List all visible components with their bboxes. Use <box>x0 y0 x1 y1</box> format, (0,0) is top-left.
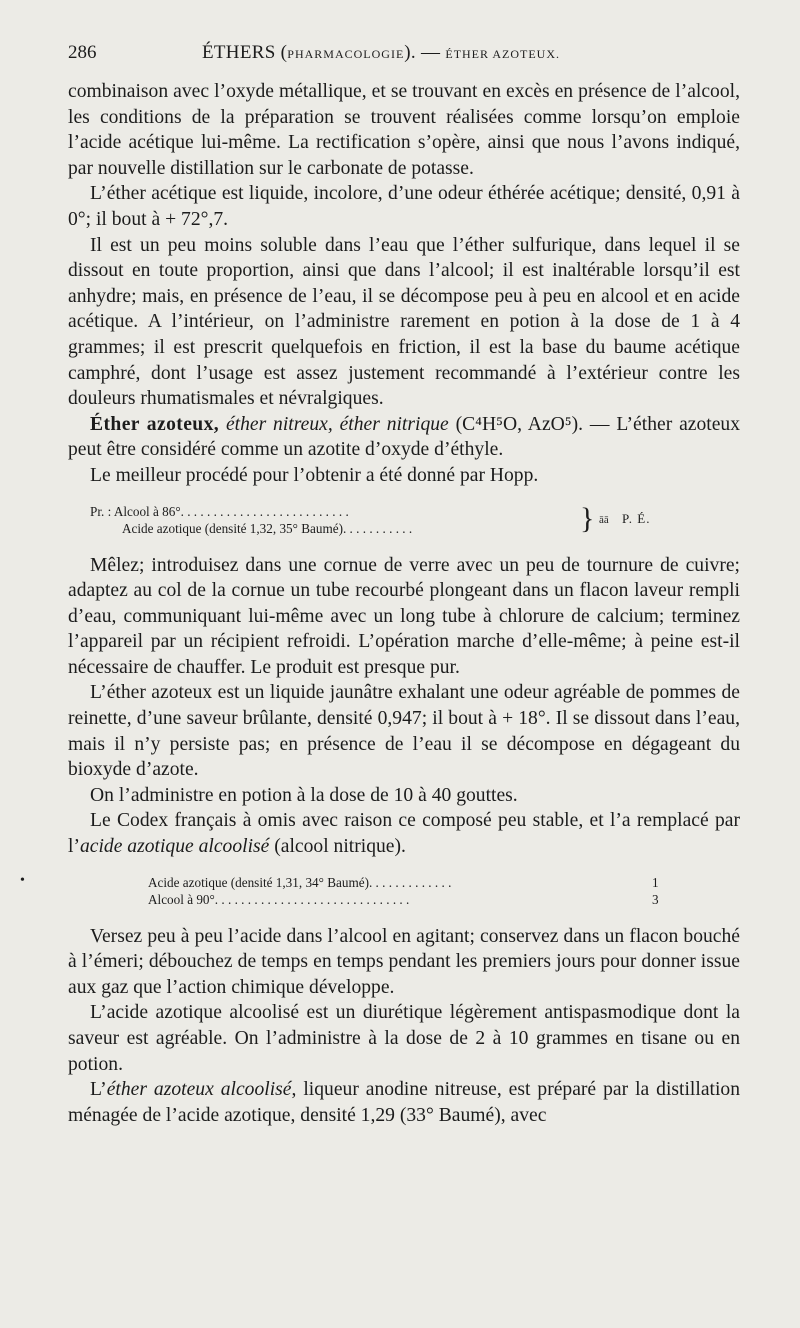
recipe-brace: } <box>580 501 595 535</box>
recipe-quantity: P. É. <box>622 510 651 526</box>
paragraph-5: Le meilleur procédé pour l’obtenir a été donné par Hopp. <box>90 464 539 486</box>
recipe-alcool-nitrique <box>148 874 740 910</box>
entry-heading: Éther azoteux, <box>90 413 220 435</box>
recipe-quantity: 3 <box>652 891 659 907</box>
paragraph-2: L’éther acétique est liquide, incolore, d’une odeur éthérée acétique; densité, 0,91 à 0°; il bout à + 72°,7. <box>68 183 740 230</box>
paragraph-11: L’acide azotique alcoolisé est un diurétique légèrement antispasmodique dont la saveur est agréable. On l’administre à la dose de 2 à 10 grammes en tisane ou en potion. <box>68 1002 740 1075</box>
recipe-line: Acide azotique (densité 1,31, 34° Baumé). . . . . . . . . . . . . <box>148 874 452 890</box>
paragraph-1: combinaison avec l’oxyde métallique, et se trouvant en excès en présence de l’alcool, les conditions de la préparation se trouvent réalisées comme lorsqu’on emploie l’acide acétique lui-même. La rectification s’opère, ainsi que nous l’avons indiqué, par nouvelle distillation sur le carbonate de potasse. <box>68 81 740 179</box>
recipe-line: Alcool à 90°. . . . . . . . . . . . . . . . . . . . . . . . . . . . . . <box>148 891 410 907</box>
paragraph-ether-azoteux <box>68 412 740 463</box>
page-header <box>68 42 740 68</box>
paragraph-6: Mêlez; introduisez dans une cornue de verre avec un peu de tournure de cuivre; adaptez au col de la cornue un tube recourbé plongeant dans un flacon laveur rempli d’eau, communiquant lui-même avec un long tube à chlorure de calcium; terminez l’appareil par un récipient refroidi. L’opération marche d’elle-même; à peine est-il nécessaire de chauffer. Le produit est presque pur. <box>68 554 740 678</box>
recipe-aa: āā <box>599 513 609 526</box>
paragraph-8: On l’administre en potion à la dose de 10 à 40 gouttes. <box>90 784 518 806</box>
entry-synonyms: éther nitreux, éther nitrique <box>219 413 449 435</box>
recipe-line: Pr. : Alcool à 86°. . . . . . . . . . . . . . . . . . . . . . . . . . <box>90 503 349 519</box>
paragraph-10: Versez peu à peu l’acide dans l’alcool en agitant; conservez dans un flacon bouché à l’émeri; débouchez de temps en temps pendant les premiers jours pour donner issue aux gaz que l’action chimique développe. <box>68 925 740 998</box>
paragraph-3: Il est un peu moins soluble dans l’eau que l’éther sulfurique, dans lequel il se dissout en toute proportion, ainsi que dans l’alcool; il est inaltérable lorsqu’il est anhydre; mais, en présence de l’eau, il se décompose peu à peu en alcool et en acide acétique. A l’intérieur, on l’administre rarement en potion à la dose de 1 à 4 grammes; il est prescrit quelquefois en friction, il est la base du baume acétique camphré, dont l’usage est assez justement recommandé à l’extérieur contre les douleurs rhumatismales et névralgiques. <box>68 234 740 410</box>
recipe-quantity: 1 <box>652 874 659 890</box>
running-title: ÉTHERS (PHARMACOLOGIE). — ÉTHER AZOTEUX. <box>202 42 561 63</box>
recipe-hopp <box>90 503 740 539</box>
paragraph-7: L’éther azoteux est un liquide jaunâtre exhalant une odeur agréable de pommes de reinette, d’une saveur brûlante, densité 0,947; il bout à + 18°. Il se dissout dans l’eau, mais il n’y persiste pas; en présence de l’eau il se décompose en dégageant du bioxyde d’azote. <box>68 682 740 781</box>
paragraph-12: L’éther azoteux alcoolisé, liqueur anodine nitreuse, est préparé par la distillation ménagée de l’acide azotique, densité 1,29 (33° Baumé), avec <box>68 1079 740 1126</box>
entry-formula: (C⁴H⁵O, AzO⁵). — <box>448 413 617 435</box>
page-body <box>68 79 740 1128</box>
page-number: 286 <box>68 42 97 63</box>
entry-text: L’éther azoteux peut être considéré comme un azotite d’oxyde d’éthyle. <box>68 413 740 461</box>
recipe-line: Acide azotique (densité 1,32, 35° Baumé). . . . . . . . . . . <box>122 520 413 536</box>
paragraph-9: Le Codex français à omis avec raison ce composé peu stable, et l’a remplacé par l’acide azotique alcoolisé (alcool nitrique). <box>68 810 740 858</box>
margin-mark: • <box>20 873 25 888</box>
